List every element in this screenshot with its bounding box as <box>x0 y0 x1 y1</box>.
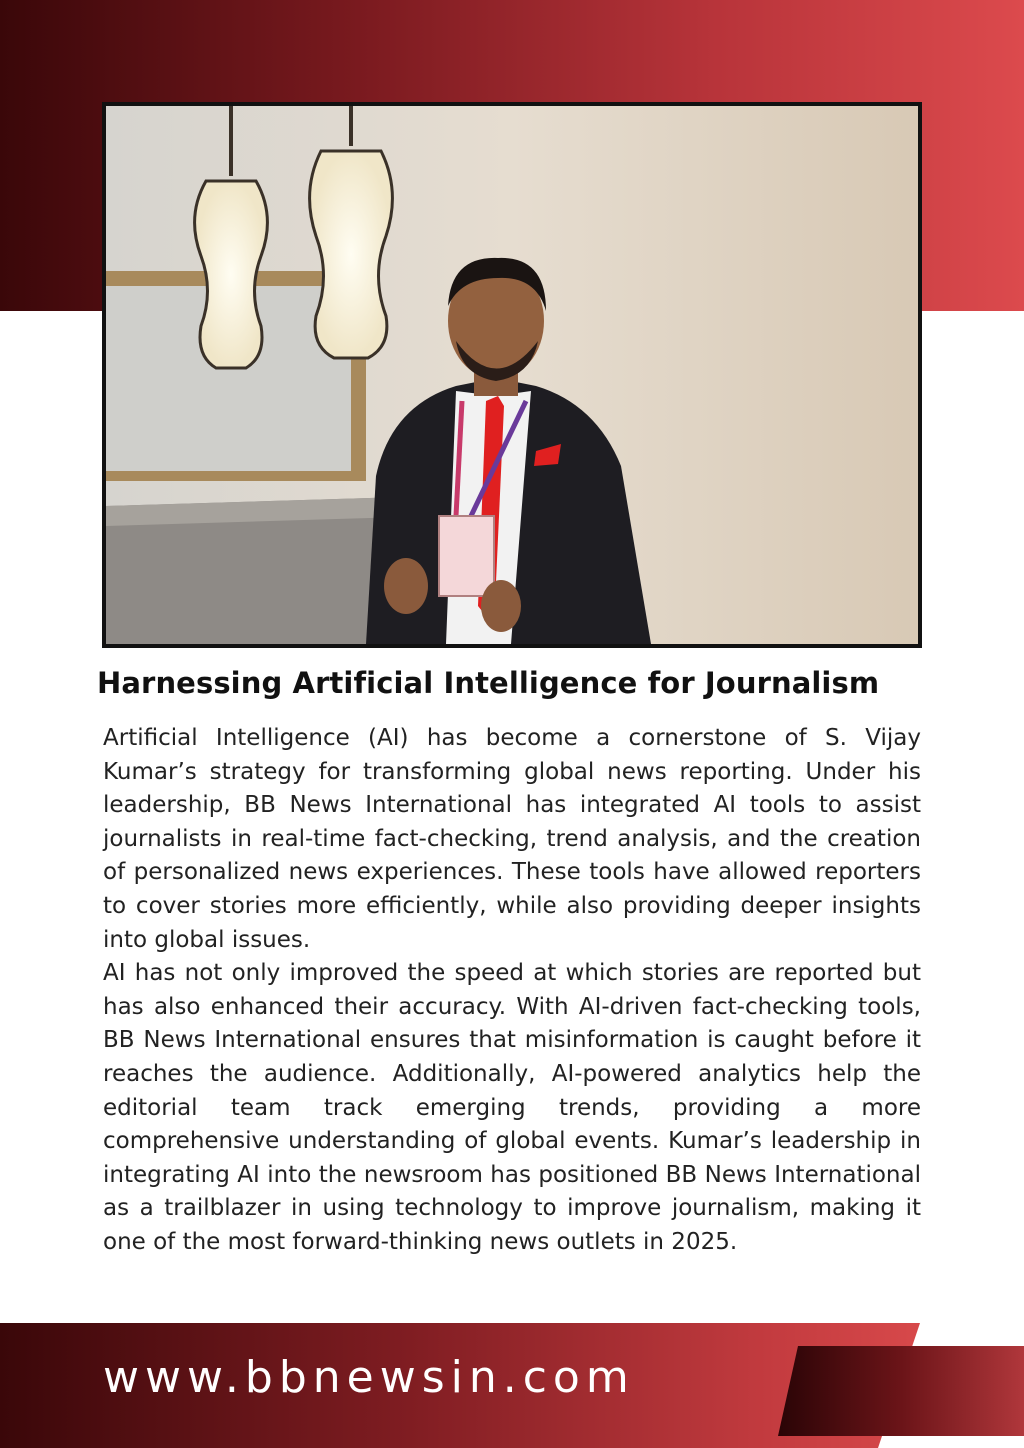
footer-accent-shape <box>778 1346 1024 1436</box>
portrait-illustration <box>106 106 918 644</box>
article-paragraph: Artificial Intelligence (AI) has become a cornerstone of S. Vijay Kumar’s strategy for transforming global news reporting. Under his leadership, BB News International has integrated AI tools to assist journalists in real-time fact-checking, trend analysis, and the creation of personalized news experiences. These tools have allowed reporters to cover stories more efficiently, while also providing deeper insights into global issues. <box>103 725 921 953</box>
featured-photo <box>102 102 922 648</box>
badge <box>439 516 494 596</box>
article-body <box>103 722 921 1260</box>
article-headline: Harnessing Artificial Intelligence for Journalism <box>97 666 880 700</box>
article-paragraph: AI has not only improved the speed at which stories are reported but has also enhanced their accuracy. With AI-driven fact-checking tools, BB News International ensures that misinformation is caught before it reaches the audience. Additionally, AI-powered analytics help the editorial team track emerging trends, providing a more comprehensive understanding of global events. Kumar’s leadership in integrating AI into the newsroom has positioned BB News International as a trailblazer in using technology to improve journalism, making it one of the most forward-thinking news outlets in 2025. <box>103 960 921 1255</box>
website-link[interactable]: www.bbnewsin.com <box>103 1352 635 1403</box>
